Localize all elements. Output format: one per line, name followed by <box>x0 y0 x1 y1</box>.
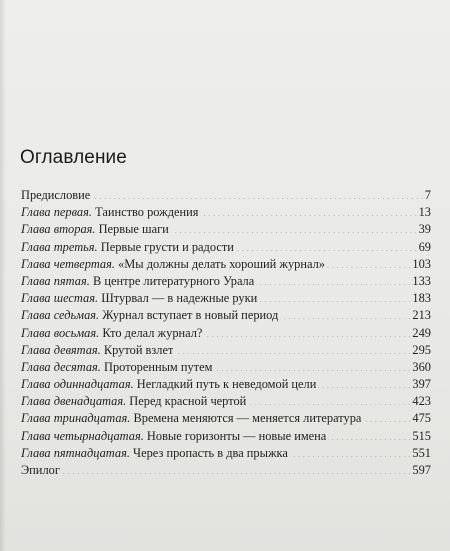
toc-entry <box>21 410 431 427</box>
page-number: 7 <box>424 188 431 202</box>
toc-entry <box>21 273 431 290</box>
chapter-title: Журнал вступает в новый период <box>102 308 279 323</box>
chapter-title: Времена меняются — меняется литература <box>133 411 362 426</box>
chapter-number: Глава одиннадцатая. <box>21 377 134 392</box>
dot-leader <box>363 410 410 422</box>
chapter-number: Глава восьмая. <box>21 325 100 340</box>
chapter-title: Негладкий путь к неведомой цели <box>136 377 317 392</box>
page-number: 597 <box>412 463 431 477</box>
toc-entry <box>21 307 431 324</box>
chapter-title: Первые грусти и радости <box>100 239 234 254</box>
chapter-number: Глава пятнадцатая. <box>21 445 130 460</box>
table-of-contents <box>21 187 431 479</box>
toc-entry <box>21 204 431 221</box>
dot-leader <box>92 187 423 199</box>
chapter-title: Через пропасть в два прыжка <box>133 445 288 460</box>
toc-entry-preface <box>21 187 431 204</box>
page-number: 295 <box>412 342 431 357</box>
chapter-title: Предисловие <box>21 188 91 202</box>
page-number: 551 <box>412 445 431 460</box>
toc-entry <box>21 290 431 307</box>
toc-entry <box>21 342 431 359</box>
dot-leader <box>327 256 410 268</box>
dot-leader <box>248 393 410 405</box>
dot-leader <box>62 462 411 474</box>
toc-entry <box>21 359 431 376</box>
chapter-number: Глава седьмая. <box>21 308 100 323</box>
dot-leader <box>236 239 417 251</box>
dot-leader <box>171 221 417 233</box>
chapter-title: Крутой взлет <box>103 342 174 357</box>
toc-entry <box>21 376 431 393</box>
dot-leader <box>204 325 410 337</box>
chapter-number: Глава десятая. <box>21 359 101 374</box>
page-title: Оглавление <box>20 147 127 168</box>
chapter-number: Глава двенадцатая. <box>21 394 127 409</box>
toc-entry <box>21 325 431 342</box>
chapter-title: «Мы должны делать хороший журнал» <box>118 256 325 271</box>
dot-leader <box>214 359 410 371</box>
chapter-number: Глава третья. <box>21 239 98 254</box>
page-number: 183 <box>412 291 431 306</box>
page-number: 39 <box>418 222 431 237</box>
page-number: 249 <box>412 325 431 340</box>
chapter-number: Глава четвертая. <box>21 256 115 271</box>
chapter-number: Глава тринадцатая. <box>21 411 131 426</box>
toc-entry <box>21 428 431 445</box>
chapter-title: Проторенным путем <box>104 359 213 374</box>
chapter-title: Кто делал журнал? <box>102 325 203 340</box>
page-edge-shadow <box>0 0 6 551</box>
page-number: 133 <box>412 273 431 288</box>
chapter-title: Штурвал — в надежные руки <box>101 291 258 306</box>
chapter-number: Глава шестая. <box>21 291 99 306</box>
dot-leader <box>280 307 410 319</box>
toc-entry <box>21 256 431 273</box>
dot-leader <box>290 445 411 457</box>
chapter-title: Перед красной чертой <box>129 394 247 409</box>
dot-leader <box>259 290 410 302</box>
chapter-title: Эпилог <box>21 463 60 477</box>
toc-entry <box>21 445 431 462</box>
chapter-number: Глава четырнадцатая. <box>21 428 144 443</box>
toc-entry <box>21 221 431 238</box>
chapter-title: В центре литературного Урала <box>92 273 255 288</box>
page-number: 360 <box>412 359 431 374</box>
page-number: 397 <box>412 377 431 392</box>
page-number: 515 <box>412 428 431 443</box>
toc-entry <box>21 393 431 410</box>
dot-leader <box>328 428 410 440</box>
page-number: 69 <box>418 239 431 254</box>
page-number: 475 <box>412 411 431 426</box>
chapter-number: Глава девятая. <box>21 342 101 357</box>
chapter-title: Первые шаги <box>98 222 169 237</box>
dot-leader <box>256 273 410 285</box>
chapter-title: Новые горизонты — новые имена <box>146 428 327 443</box>
chapter-number: Глава вторая. <box>21 222 96 237</box>
page-number: 103 <box>412 256 431 271</box>
toc-entry-epilogue <box>21 462 431 479</box>
toc-entry <box>21 239 431 256</box>
dot-leader <box>318 376 410 388</box>
chapter-number: Глава первая. <box>21 205 92 220</box>
chapter-title: Таинство рождения <box>95 205 199 220</box>
dot-leader <box>175 342 410 354</box>
page-number: 13 <box>418 205 431 220</box>
chapter-number: Глава пятая. <box>21 273 90 288</box>
page-number: 213 <box>412 308 431 323</box>
page-number: 423 <box>412 394 431 409</box>
dot-leader <box>200 204 416 216</box>
